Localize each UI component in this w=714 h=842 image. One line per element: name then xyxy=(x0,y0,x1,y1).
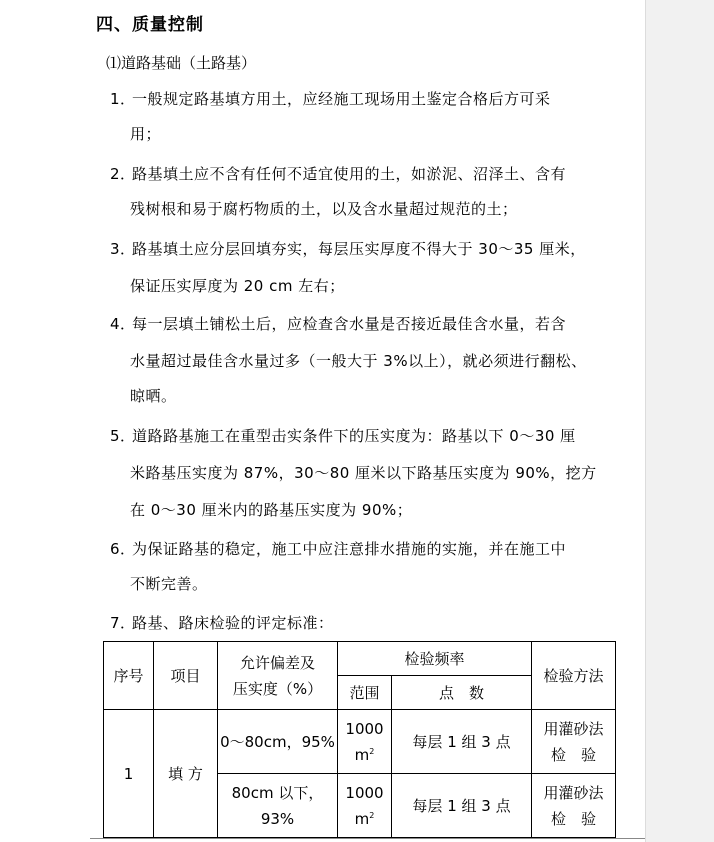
cell-method: 用灌砂法 检 验 xyxy=(532,774,616,838)
cell-item: 填 方 xyxy=(154,710,218,838)
page-bottom-divider xyxy=(90,838,645,839)
header-frequency: 检验频率 xyxy=(338,642,532,676)
section-heading: 四、质量控制 xyxy=(96,15,204,35)
cell-range: 1000 $m^2$ xyxy=(338,774,392,838)
cell-tolerance: 0～80cm，95% xyxy=(218,710,338,774)
list-item-3-line-1: 3．路基填土应分层回填夯实，每层压实厚度不得大于 30～35 厘米， xyxy=(110,240,586,258)
header-item: 项目 xyxy=(154,642,218,710)
cell-tolerance: 80cm 以下，93% xyxy=(218,774,338,838)
list-item-3-line-2: 保证压实厚度为 20 cm 左右； xyxy=(130,277,345,295)
list-item-7-line-1: 7．路基、路床检验的评定标准： xyxy=(110,614,334,632)
header-tolerance: 允许偏差及 压实度（%） xyxy=(218,642,338,710)
table-row xyxy=(104,710,616,774)
right-gutter-panel xyxy=(645,0,714,842)
list-item-1-line-2: 用； xyxy=(130,125,162,143)
subheading: ⑴道路基础（土路基） xyxy=(106,54,257,72)
header-seq: 序号 xyxy=(104,642,154,710)
cell-range: 1000 $m^2$ xyxy=(338,710,392,774)
list-item-1-line-1: 1．一般规定路基填方用土，应经施工现场用土鉴定合格后方可采 xyxy=(110,90,551,108)
list-item-4-line-2: 水量超过最佳含水量过多（一般大于 3%以上），就必须进行翻松、 xyxy=(130,352,587,370)
list-item-2-line-1: 2．路基填土应不含有任何不适宜使用的土，如淤泥、沼泽土、含有 xyxy=(110,165,567,183)
list-item-5-line-2: 米路基压实度为 87%，30～80 厘米以下路基压实度为 90%，挖方 xyxy=(130,464,597,482)
inspection-standards-table xyxy=(103,641,616,838)
list-item-5-line-3: 在 0～30 厘米内的路基压实度为 90%； xyxy=(130,501,413,519)
list-item-2-line-2: 残树根和易于腐朽物质的土，以及含水量超过规范的土； xyxy=(130,200,518,218)
cell-method: 用灌砂法 检 验 xyxy=(532,710,616,774)
header-points: 点 数 xyxy=(392,676,532,710)
list-item-5-line-1: 5．道路路基施工在重型击实条件下的压实度为：路基以下 0～30 厘 xyxy=(110,427,576,445)
cell-points: 每层 1 组 3 点 xyxy=(392,774,532,838)
header-range: 范围 xyxy=(338,676,392,710)
cell-points: 每层 1 组 3 点 xyxy=(392,710,532,774)
cell-seq: 1 xyxy=(104,710,154,838)
list-item-4-line-1: 4．每一层填土铺松土后，应检查含水量是否接近最佳含水量，若含 xyxy=(110,315,567,333)
list-item-4-line-3: 晾晒。 xyxy=(130,387,177,405)
list-item-6-line-1: 6．为保证路基的稳定，施工中应注意排水措施的实施，并在施工中 xyxy=(110,540,567,558)
header-method: 检验方法 xyxy=(532,642,616,710)
list-item-6-line-2: 不断完善。 xyxy=(130,575,208,593)
